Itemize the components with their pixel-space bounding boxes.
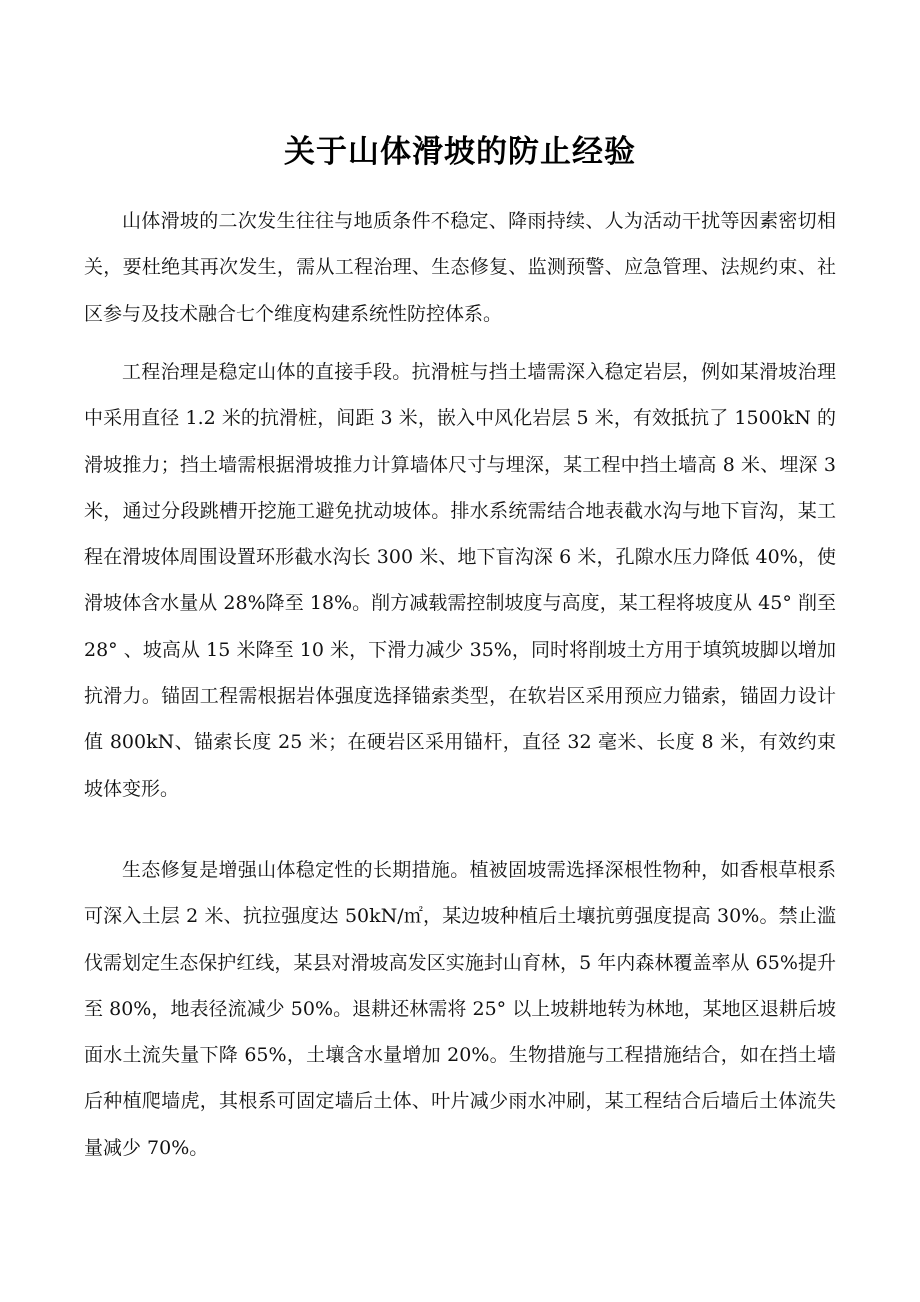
paragraph-engineering: 工程治理是稳定山体的直接手段。抗滑桩与挡土墙需深入稳定岩层，例如某滑坡治理中采用直径 1.2 米的抗滑桩，间距 3 米，嵌入中风化岩层 5 米，有效抵抗了 1500kN 的滑坡推力；挡土墙需根据滑坡推力计算墙体尺寸与埋深，某工程中挡土墙高 8 米、埋深 3 米，通过分段跳槽开挖施工避免扰动坡体。排水系统需结合地表截水沟与地下盲沟，某工程在滑坡体周围设置环形截水沟长 300 米、地下盲沟深 6 米，孔隙水压力降低 40%，使滑坡体含水量从 28%降至 18%。削方减载需控制坡度与高度，某工程将坡度从 45° 削至 28° 、坡高从 15 米降至 10 米，下滑力减少 35%，同时将削坡土方用于填筑坡脚以增加抗滑力。锚固工程需根据岩体强度选择锚索类型，在软岩区采用预应力锚索，锚固力设计值 800kN、锚索长度 25 米；在硬岩区采用锚杆，直径 32 毫米、长度 8 米，有效约束坡体变形。 [84, 361, 836, 800]
paragraph-intro: 山体滑坡的二次发生往往与地质条件不稳定、降雨持续、人为活动干扰等因素密切相关，要杜绝其再次发生，需从工程治理、生态修复、监测预警、应急管理、法规约束、社区参与及技术融合七个维度构建系统性防控体系。 [84, 210, 836, 325]
paragraph-ecology: 生态修复是增强山体稳定性的长期措施。植被固坡需选择深根性物种，如香根草根系可深入土层 2 米、抗拉强度达 50kN/㎡，某边坡种植后土壤抗剪强度提高 30%。禁止滥伐需划定生态保护红线，某县对滑坡高发区实施封山育林，5 年内森林覆盖率从 65%提升至 80%，地表径流减少 50%。退耕还林需将 25° 以上坡耕地转为林地，某地区退耕后坡面水土流失量下降 65%，土壤含水量增加 20%。生物措施与工程措施结合，如在挡土墙后种植爬墙虎，其根系可固定墙后土体、叶片减少雨水冲刷，某工程结合后墙后土体流失量减少 70%。 [84, 859, 836, 1159]
document-title: 关于山体滑坡的防止经验 [284, 134, 636, 170]
